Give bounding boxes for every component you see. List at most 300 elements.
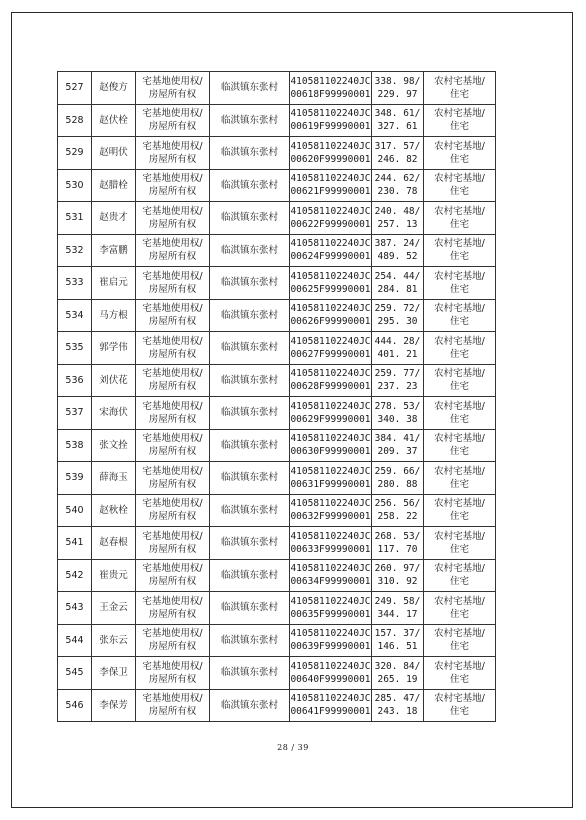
right-type-line: 宅基地使用权/ <box>142 660 203 672</box>
area-values-line: 340. 38 <box>377 413 418 425</box>
land-use-line: 住宅 <box>449 381 469 393</box>
area-values-line: 259. 72/ <box>374 303 421 315</box>
row-number: 528 <box>58 104 92 137</box>
land-use-line: 住宅 <box>449 283 469 295</box>
owner-name: 张东云 <box>92 624 136 657</box>
land-use-line: 农村宅基地/ <box>434 563 485 575</box>
right-type-line: 房屋所有权 <box>148 446 197 458</box>
row-number: 541 <box>58 527 92 560</box>
unit-code-line: 410581102240JC <box>290 173 371 185</box>
owner-name: 李富鹏 <box>92 234 136 267</box>
table-row <box>58 527 496 560</box>
land-use-line: 住宅 <box>449 251 469 263</box>
right-type-line: 房屋所有权 <box>148 478 197 490</box>
table-row <box>58 624 496 657</box>
location: 临淇镇东张村 <box>210 559 290 592</box>
land-use <box>424 462 496 495</box>
table-row <box>58 494 496 527</box>
right-type <box>136 202 210 235</box>
area-values-line: 240. 48/ <box>374 205 421 217</box>
right-type <box>136 267 210 300</box>
unit-code-line: 410581102240JC <box>290 498 371 510</box>
right-type-line: 宅基地使用权/ <box>142 140 203 152</box>
unit-code-line: 00624F99990001 <box>290 251 371 263</box>
area-values-line: 280. 88 <box>377 478 418 490</box>
area-values-line: 230. 78 <box>377 186 418 198</box>
right-type-line: 宅基地使用权/ <box>142 628 203 640</box>
row-number: 537 <box>58 397 92 430</box>
land-use <box>424 592 496 625</box>
area-values <box>372 202 424 235</box>
unit-code-line: 410581102240JC <box>290 75 371 87</box>
table-row <box>58 559 496 592</box>
area-values-line: 146. 51 <box>377 641 418 653</box>
row-number: 542 <box>58 559 92 592</box>
land-use-line: 住宅 <box>449 576 469 588</box>
right-type-line: 房屋所有权 <box>148 88 197 100</box>
unit-code <box>290 332 372 365</box>
unit-code-line: 00634F99990001 <box>290 576 371 588</box>
location: 临淇镇东张村 <box>210 592 290 625</box>
owner-name: 宋海伏 <box>92 397 136 430</box>
land-use-line: 住宅 <box>449 88 469 100</box>
land-use-line: 农村宅基地/ <box>434 238 485 250</box>
land-use-line: 住宅 <box>449 673 469 685</box>
row-number: 531 <box>58 202 92 235</box>
table-row <box>58 202 496 235</box>
right-type <box>136 462 210 495</box>
owner-name: 赵春根 <box>92 527 136 560</box>
owner-name: 刘伏花 <box>92 364 136 397</box>
land-use-line: 住宅 <box>449 706 469 718</box>
unit-code-line: 00641F99990001 <box>290 706 371 718</box>
table-row <box>58 72 496 105</box>
right-type-line: 宅基地使用权/ <box>142 205 203 217</box>
area-values-line: 489. 52 <box>377 251 418 263</box>
row-number: 535 <box>58 332 92 365</box>
row-number: 544 <box>58 624 92 657</box>
land-use-line: 住宅 <box>449 446 469 458</box>
right-type-line: 房屋所有权 <box>148 576 197 588</box>
page-number: 28 / 39 <box>277 743 309 752</box>
right-type-line: 宅基地使用权/ <box>142 270 203 282</box>
right-type-line: 宅基地使用权/ <box>142 693 203 705</box>
land-use-line: 住宅 <box>449 641 469 653</box>
right-type-line: 房屋所有权 <box>148 316 197 328</box>
row-number: 529 <box>58 137 92 170</box>
area-values <box>372 397 424 430</box>
right-type-line: 宅基地使用权/ <box>142 75 203 87</box>
row-number: 527 <box>58 72 92 105</box>
owner-name: 赵俊方 <box>92 72 136 105</box>
unit-code <box>290 527 372 560</box>
unit-code <box>290 234 372 267</box>
unit-code-line: 410581102240JC <box>290 465 371 477</box>
right-type-line: 宅基地使用权/ <box>142 530 203 542</box>
land-use-line: 农村宅基地/ <box>434 465 485 477</box>
area-values-line: 254. 44/ <box>374 270 421 282</box>
owner-name: 马方根 <box>92 299 136 332</box>
area-values-line: 344. 17 <box>377 608 418 620</box>
right-type-line: 房屋所有权 <box>148 511 197 523</box>
land-use-line: 农村宅基地/ <box>434 303 485 315</box>
land-use <box>424 137 496 170</box>
area-values-line: 327. 61 <box>377 121 418 133</box>
owner-name: 张文拴 <box>92 429 136 462</box>
right-type <box>136 104 210 137</box>
area-values-line: 259. 77/ <box>374 368 421 380</box>
unit-code-line: 00622F99990001 <box>290 218 371 230</box>
unit-code-line: 410581102240JC <box>290 303 371 315</box>
right-type-line: 房屋所有权 <box>148 641 197 653</box>
unit-code-line: 00631F99990001 <box>290 478 371 490</box>
area-values-line: 257. 13 <box>377 218 418 230</box>
unit-code-line: 410581102240JC <box>290 400 371 412</box>
right-type <box>136 559 210 592</box>
right-type-line: 宅基地使用权/ <box>142 335 203 347</box>
row-number: 546 <box>58 689 92 722</box>
land-use-line: 农村宅基地/ <box>434 368 485 380</box>
right-type-line: 宅基地使用权/ <box>142 498 203 510</box>
unit-code-line: 00618F99990001 <box>290 88 371 100</box>
land-use <box>424 689 496 722</box>
right-type-line: 宅基地使用权/ <box>142 108 203 120</box>
land-use-line: 农村宅基地/ <box>434 335 485 347</box>
right-type-line: 房屋所有权 <box>148 186 197 198</box>
land-use <box>424 364 496 397</box>
owner-name: 崔启元 <box>92 267 136 300</box>
owner-name: 李保芳 <box>92 689 136 722</box>
unit-code-line: 410581102240JC <box>290 238 371 250</box>
right-type-line: 房屋所有权 <box>148 218 197 230</box>
area-values-line: 387. 24/ <box>374 238 421 250</box>
owner-name: 郭学伟 <box>92 332 136 365</box>
unit-code <box>290 494 372 527</box>
right-type-line: 宅基地使用权/ <box>142 238 203 250</box>
right-type <box>136 332 210 365</box>
land-use-line: 农村宅基地/ <box>434 108 485 120</box>
area-values-line: 284. 81 <box>377 283 418 295</box>
right-type <box>136 689 210 722</box>
area-values <box>372 332 424 365</box>
unit-code-line: 00639F99990001 <box>290 641 371 653</box>
area-values-line: 444. 28/ <box>374 335 421 347</box>
land-use <box>424 494 496 527</box>
row-number: 536 <box>58 364 92 397</box>
land-use-line: 住宅 <box>449 316 469 328</box>
unit-code-line: 410581102240JC <box>290 563 371 575</box>
location: 临淇镇东张村 <box>210 397 290 430</box>
land-use-line: 农村宅基地/ <box>434 530 485 542</box>
owner-name: 赵秋栓 <box>92 494 136 527</box>
area-values-line: 317. 57/ <box>374 140 421 152</box>
land-use-line: 农村宅基地/ <box>434 498 485 510</box>
unit-code <box>290 559 372 592</box>
land-use-line: 农村宅基地/ <box>434 628 485 640</box>
right-type-line: 房屋所有权 <box>148 381 197 393</box>
unit-code-line: 410581102240JC <box>290 628 371 640</box>
right-type <box>136 364 210 397</box>
location: 临淇镇东张村 <box>210 527 290 560</box>
land-use-line: 住宅 <box>449 153 469 165</box>
row-number: 539 <box>58 462 92 495</box>
location: 临淇镇东张村 <box>210 462 290 495</box>
land-use-line: 住宅 <box>449 121 469 133</box>
area-values <box>372 494 424 527</box>
land-use-line: 住宅 <box>449 608 469 620</box>
right-type-line: 宅基地使用权/ <box>142 595 203 607</box>
land-use-line: 住宅 <box>449 413 469 425</box>
unit-code-line: 00632F99990001 <box>290 511 371 523</box>
land-use <box>424 624 496 657</box>
area-values <box>372 527 424 560</box>
row-number: 540 <box>58 494 92 527</box>
area-values-line: 338. 98/ <box>374 75 421 87</box>
unit-code-line: 00625F99990001 <box>290 283 371 295</box>
right-type <box>136 657 210 690</box>
unit-code-line: 410581102240JC <box>290 368 371 380</box>
land-use-line: 农村宅基地/ <box>434 660 485 672</box>
location: 临淇镇东张村 <box>210 267 290 300</box>
unit-code-line: 410581102240JC <box>290 270 371 282</box>
area-values-line: 320. 84/ <box>374 660 421 672</box>
owner-name: 李保卫 <box>92 657 136 690</box>
land-use <box>424 202 496 235</box>
area-values-line: 209. 37 <box>377 446 418 458</box>
area-values-line: 256. 56/ <box>374 498 421 510</box>
area-values-line: 348. 61/ <box>374 108 421 120</box>
row-number: 530 <box>58 169 92 202</box>
location: 临淇镇东张村 <box>210 689 290 722</box>
owner-name: 赵腊栓 <box>92 169 136 202</box>
owner-name: 王金云 <box>92 592 136 625</box>
area-values <box>372 267 424 300</box>
unit-code <box>290 462 372 495</box>
unit-code <box>290 137 372 170</box>
land-use-line: 住宅 <box>449 543 469 555</box>
area-values <box>372 689 424 722</box>
table-row <box>58 364 496 397</box>
unit-code <box>290 657 372 690</box>
land-use-line: 农村宅基地/ <box>434 400 485 412</box>
land-use <box>424 397 496 430</box>
unit-code <box>290 429 372 462</box>
right-type-line: 房屋所有权 <box>148 121 197 133</box>
row-number: 543 <box>58 592 92 625</box>
unit-code-line: 410581102240JC <box>290 108 371 120</box>
unit-code <box>290 624 372 657</box>
right-type-line: 房屋所有权 <box>148 413 197 425</box>
land-use <box>424 72 496 105</box>
area-values-line: 117. 70 <box>377 543 418 555</box>
area-values-line: 258. 22 <box>377 511 418 523</box>
unit-code-line: 00628F99990001 <box>290 381 371 393</box>
right-type <box>136 234 210 267</box>
area-values <box>372 72 424 105</box>
owner-name: 崔贵元 <box>92 559 136 592</box>
location: 临淇镇东张村 <box>210 234 290 267</box>
land-use <box>424 299 496 332</box>
unit-code-line: 00619F99990001 <box>290 121 371 133</box>
land-use <box>424 429 496 462</box>
unit-code <box>290 169 372 202</box>
unit-code-line: 00626F99990001 <box>290 316 371 328</box>
right-type-line: 宅基地使用权/ <box>142 173 203 185</box>
table-row <box>58 592 496 625</box>
unit-code <box>290 104 372 137</box>
right-type-line: 宅基地使用权/ <box>142 465 203 477</box>
land-use <box>424 234 496 267</box>
location: 临淇镇东张村 <box>210 137 290 170</box>
land-use-line: 住宅 <box>449 218 469 230</box>
land-use-line: 住宅 <box>449 478 469 490</box>
unit-code-line: 410581102240JC <box>290 205 371 217</box>
unit-code-line: 410581102240JC <box>290 530 371 542</box>
area-values <box>372 364 424 397</box>
unit-code-line: 00630F99990001 <box>290 446 371 458</box>
table-row <box>58 299 496 332</box>
land-use <box>424 559 496 592</box>
right-type <box>136 527 210 560</box>
property-records-table <box>57 71 496 722</box>
unit-code-line: 00627F99990001 <box>290 348 371 360</box>
area-values <box>372 657 424 690</box>
right-type <box>136 397 210 430</box>
area-values-line: 243. 18 <box>377 706 418 718</box>
area-values <box>372 137 424 170</box>
land-use-line: 农村宅基地/ <box>434 693 485 705</box>
unit-code-line: 410581102240JC <box>290 660 371 672</box>
area-values <box>372 624 424 657</box>
area-values-line: 285. 47/ <box>374 693 421 705</box>
unit-code <box>290 397 372 430</box>
area-values-line: 268. 53/ <box>374 530 421 542</box>
location: 临淇镇东张村 <box>210 72 290 105</box>
location: 临淇镇东张村 <box>210 299 290 332</box>
right-type-line: 房屋所有权 <box>148 348 197 360</box>
area-values-line: 246. 82 <box>377 153 418 165</box>
area-values-line: 265. 19 <box>377 673 418 685</box>
location: 临淇镇东张村 <box>210 364 290 397</box>
right-type-line: 宅基地使用权/ <box>142 563 203 575</box>
unit-code <box>290 267 372 300</box>
right-type <box>136 299 210 332</box>
unit-code-line: 00620F99990001 <box>290 153 371 165</box>
unit-code <box>290 202 372 235</box>
land-use-line: 农村宅基地/ <box>434 270 485 282</box>
land-use <box>424 104 496 137</box>
right-type-line: 房屋所有权 <box>148 251 197 263</box>
right-type <box>136 624 210 657</box>
table-row <box>58 397 496 430</box>
owner-name: 赵明伏 <box>92 137 136 170</box>
row-number: 545 <box>58 657 92 690</box>
unit-code <box>290 592 372 625</box>
area-values <box>372 429 424 462</box>
land-use <box>424 527 496 560</box>
land-use-line: 农村宅基地/ <box>434 75 485 87</box>
area-values <box>372 559 424 592</box>
unit-code-line: 410581102240JC <box>290 595 371 607</box>
row-number: 534 <box>58 299 92 332</box>
right-type <box>136 429 210 462</box>
area-values <box>372 592 424 625</box>
location: 临淇镇东张村 <box>210 429 290 462</box>
right-type <box>136 592 210 625</box>
right-type <box>136 169 210 202</box>
table-row <box>58 169 496 202</box>
location: 临淇镇东张村 <box>210 332 290 365</box>
land-use-line: 住宅 <box>449 186 469 198</box>
table-row <box>58 429 496 462</box>
right-type-line: 房屋所有权 <box>148 673 197 685</box>
land-use <box>424 657 496 690</box>
location: 临淇镇东张村 <box>210 624 290 657</box>
right-type <box>136 72 210 105</box>
unit-code <box>290 72 372 105</box>
unit-code-line: 00629F99990001 <box>290 413 371 425</box>
unit-code <box>290 364 372 397</box>
land-use-line: 住宅 <box>449 511 469 523</box>
land-use <box>424 169 496 202</box>
land-use-line: 农村宅基地/ <box>434 140 485 152</box>
land-use-line: 住宅 <box>449 348 469 360</box>
right-type-line: 房屋所有权 <box>148 153 197 165</box>
area-values <box>372 462 424 495</box>
location: 临淇镇东张村 <box>210 202 290 235</box>
owner-name: 薛海玉 <box>92 462 136 495</box>
unit-code-line: 410581102240JC <box>290 433 371 445</box>
unit-code-line: 00640F99990001 <box>290 673 371 685</box>
unit-code-line: 00633F99990001 <box>290 543 371 555</box>
right-type-line: 房屋所有权 <box>148 283 197 295</box>
area-values-line: 295. 30 <box>377 316 418 328</box>
right-type-line: 房屋所有权 <box>148 543 197 555</box>
area-values-line: 260. 97/ <box>374 563 421 575</box>
row-number: 532 <box>58 234 92 267</box>
area-values-line: 229. 97 <box>377 88 418 100</box>
location: 临淇镇东张村 <box>210 104 290 137</box>
right-type-line: 宅基地使用权/ <box>142 303 203 315</box>
land-use-line: 农村宅基地/ <box>434 595 485 607</box>
unit-code <box>290 689 372 722</box>
land-use-line: 农村宅基地/ <box>434 205 485 217</box>
area-values <box>372 299 424 332</box>
location: 临淇镇东张村 <box>210 657 290 690</box>
area-values-line: 384. 41/ <box>374 433 421 445</box>
table-row <box>58 657 496 690</box>
table-row <box>58 462 496 495</box>
area-values <box>372 234 424 267</box>
right-type-line: 宅基地使用权/ <box>142 400 203 412</box>
unit-code-line: 00635F99990001 <box>290 608 371 620</box>
table-row <box>58 689 496 722</box>
records-body <box>58 72 496 722</box>
area-values-line: 278. 53/ <box>374 400 421 412</box>
table-row <box>58 137 496 170</box>
right-type-line: 宅基地使用权/ <box>142 368 203 380</box>
table-row <box>58 234 496 267</box>
area-values-line: 244. 62/ <box>374 173 421 185</box>
area-values-line: 249. 58/ <box>374 595 421 607</box>
right-type <box>136 137 210 170</box>
unit-code-line: 00621F99990001 <box>290 186 371 198</box>
owner-name: 赵伏栓 <box>92 104 136 137</box>
area-values <box>372 169 424 202</box>
land-use-line: 农村宅基地/ <box>434 433 485 445</box>
right-type-line: 房屋所有权 <box>148 608 197 620</box>
area-values-line: 401. 21 <box>377 348 418 360</box>
